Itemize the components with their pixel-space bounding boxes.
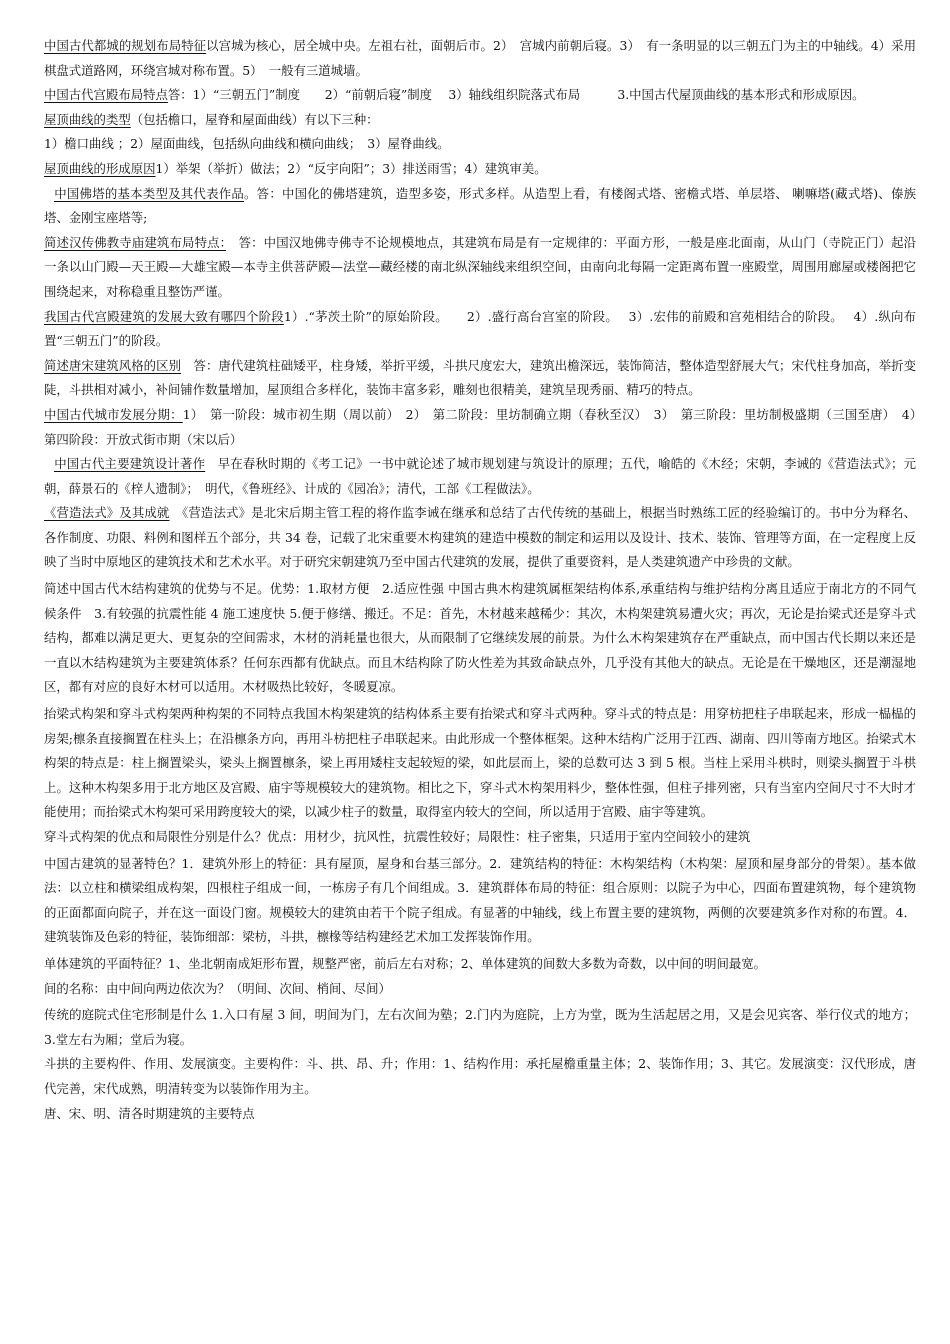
paragraph-body: 。答：中国化的佛塔建筑，造型多姿，形式多样。从造型上看，有楼阁式塔、密檐式塔、单层塔、 喇嘛塔(藏式塔)、傣族塔、金刚宝座塔等; bbox=[44, 185, 917, 226]
paragraph-body: 简述中国古代木结构建筑的优势与不足。优势：1.取材方便 2.适应性强 中国古典木构建筑属框架结构体系,承重结构与维护结构分离且适应于南北方的不同气候条件 3.有较强的抗震性能 4 施工速度快 5.便于修缮、搬迁。不足：首先，木材越来越稀少：其次，木构架建筑易遭火灾；再次，无论是抬梁式还是穿斗式结构，都难以满足更大、更复杂的空间需求，木材的消耗量也很大，从而限制了它继续发展的前景。为什么木构架建筑存在严重缺点，而中国古代长期以来还是一直以木结构建筑为主要建筑体系？任何东西都有优缺点。而且木结构除了防火性差为其致命缺点外，几乎没有其他大的缺点。无论是在干燥地区，还是潮湿地区，都有对应的良好木材可以适用。木材吸热比较好，冬暖夏凉。 bbox=[44, 581, 916, 695]
paragraph-heading: 中国古代城市发展分期： bbox=[44, 406, 183, 422]
paragraph-body: 1）.“茅茨土阶”的原始阶段。 2）.盛行高台宫室的阶段。 3）.宏伟的前殿和宫苑相结合的阶段。 4）.纵向布置“三朝五门”的阶段。 bbox=[44, 308, 917, 349]
paragraph-heading: 中国佛塔的基本类型及其代表作品 bbox=[54, 185, 245, 201]
paragraph bbox=[44, 182, 916, 231]
paragraph bbox=[44, 34, 916, 83]
paragraph-heading: 中国古代都城的规划布局特征 bbox=[44, 38, 207, 53]
paragraph bbox=[44, 157, 916, 182]
paragraph-heading: 屋顶曲线的形成原因 bbox=[44, 160, 156, 176]
paragraph bbox=[44, 1102, 916, 1127]
paragraph-body: 早在春秋时期的《考工记》一书中就论述了城市规划建与筑设计的原理；五代，喻皓的《木经；宋朝，李诫的《营造法式》；元朝，薛景石的《梓人遗制》； 明代，《鲁班经》、计成的《园冶》；清代，工部《工程做法》。 bbox=[44, 456, 916, 496]
paragraph bbox=[44, 1003, 916, 1052]
paragraph bbox=[44, 354, 916, 403]
paragraph bbox=[44, 452, 916, 501]
paragraph-body: 单体建筑的平面特征？1、坐北朝南成矩形布置，规整严密，前后左右对称；2、单体建筑的间数大多数为奇数，以中间的明间最宽。 bbox=[44, 955, 767, 971]
document-page bbox=[44, 34, 929, 1126]
paragraph bbox=[44, 952, 916, 977]
paragraph-heading: 我国古代宫殿建筑的发展大致有哪四个阶段 bbox=[44, 308, 284, 324]
paragraph bbox=[44, 501, 916, 575]
paragraph-heading: 《营造法式》及其成就 bbox=[44, 505, 170, 521]
paragraph-body: 答：中国汉地佛寺佛寺不论规模地点，其建筑布局是有一定规律的：平面方形，一般是座北面南，从山门（寺院正门）起沿一条以山门殿—天王殿—大雄宝殿—本寺主供菩萨殿—法堂—藏经楼的南北纵深轴线来组织空间，由南向北每隔一定距离布置一座殿堂，周围用廊屋或楼阁把它围绕起来，对称稳重且整饬严谨。 bbox=[44, 234, 917, 299]
paragraph-heading: 简述唐宋建筑风格的区别 bbox=[44, 357, 182, 373]
paragraph-body: 穿斗式构架的优点和局限性分别是什么？优点：用材少，抗风性，抗震性较好；局限性：柱子密集，只适用于室内空间较小的建筑 bbox=[44, 829, 751, 844]
paragraph-body: 1）举架（举折）做法；2）“反宇向阳”；3）排送雨雪；4）建筑审美。 bbox=[155, 160, 547, 176]
paragraph-body: 中国古建筑的显著特色？1．建筑外形上的特征：具有屋顶，屋身和台基三部分。2．建筑结构的特征：木构架结构（木构架：屋顶和屋身部分的骨架）。基本做法：以立柱和横梁组成构架，四根柱子组成一间，一栋房子有几个间组成。3．建筑群体布局的特征：组合原则：以院子为中心，四面布置建筑物，每个建筑物的正面都面向院子，并在这一面设门窗。规模较大的建筑由若干个院子组成。有显著的中轴线，线上布置主要的建筑物，两侧的次要建筑多作对称的布置。4．建筑装饰及色彩的特征，装饰细部：梁枋，斗拱，檩椽等结构建经艺术加工发挥装饰作用。 bbox=[44, 855, 916, 945]
paragraph-body: 抬梁式构架和穿斗式构架两种构架的不同特点我国木构架建筑的结构体系主要有抬梁式和穿斗式两种。穿斗式的特点是：用穿枋把柱子串联起来，形成一榀榀的房架;檩条直接搁置在柱头上；在沿檩条方向，再用斗枋把柱子串联起来。由此形成一个整体框架。这种木结构广泛用于江西、湖南、四川等南方地区。抬梁式木构架的特点是：柱上搁置梁头，梁头上搁置檩条，梁上再用矮柱支起较短的梁，如此层而上，梁的总数可达 3 到 5 根。当柱上采用斗栱时，则梁头搁置于斗栱上。这种木构架多用于北方地区及宫殿、庙宇等规模较大的建筑物。相比之下，穿斗式木构架用料少，整体性强，但柱子排列密，只有当室内空间尺寸不大时才能使用；而抬梁式木构架可采用跨度较大的梁，以减少柱子的数量，取得室内较大的空间，所以适用于宫殿、庙宇等建筑。 bbox=[44, 706, 916, 820]
paragraph bbox=[44, 108, 916, 133]
paragraph-body: （包括檐口，屋脊和屋面曲线）有以下三种： bbox=[130, 111, 379, 127]
paragraph-heading: 简述汉传佛教寺庙建筑布局特点： bbox=[44, 234, 227, 250]
paragraph bbox=[44, 83, 916, 108]
paragraph bbox=[44, 825, 916, 850]
paragraph-heading: 中国古代主要建筑设计著作 bbox=[54, 456, 206, 472]
paragraph-body: 传统的庭院式住宅形制是什么 1.入口有屋 3 间，明间为门，左右次间为塾；2.门内为庭院，上方为堂，既为生活起居之用，又是会见宾客、举行仪式的地方；3.堂左右为厢；堂后为寝。 bbox=[44, 1007, 916, 1047]
paragraph-body: 1） 第一阶段：城市初生期（周以前） 2） 第二阶段：里坊制确立期（春秋至汉） 3） 第三阶段：里坊制极盛期（三国至唐） 4） 第四阶段：开放式街市期（宋以后） bbox=[44, 406, 929, 447]
paragraph-body: 以宫城为核心，居全城中央。左祖右社，面朝后市。2） 宫城内前朝后寝。3） 有一条明显的以三朝五门为主的中轴线。4）采用棋盘式道路网，环绕宫城对称布置。5） 一般有三道城墙。 bbox=[44, 38, 917, 78]
paragraph-body: 答：1）“三朝五门”制度 2）“前朝后寝”制度 3）轴线组织院落式布局 3.中国古代屋顶曲线的基本形式和形成原因。 bbox=[167, 87, 865, 103]
paragraph bbox=[44, 403, 929, 452]
paragraph-heading: 中国古代宫殿布局特点 bbox=[44, 87, 168, 103]
paragraph-body: 1）檐口曲线 ；2）屋面曲线，包括纵向曲线和横向曲线； 3）屋脊曲线。 bbox=[44, 136, 450, 152]
paragraph bbox=[44, 1052, 916, 1101]
paragraph-body: 《营造法式》是北宋后期主管工程的将作监李诫在继承和总结了古代传统的基础上，根据当时熟练工匠的经验编订的。书中分为释名、各作制度、功限、料例和图样五个部分，共 34 卷，记载了北宋重要木构建筑的建造中模数的制定和运用以及设计、技术、装饰、管理等方面，在一定程度上反映了当时中原地区的建筑技术和艺术水平。对于研究宋朝建筑乃至中国古代建筑的发展，提供了重要资料，是人类建筑遗产中珍贵的文献。 bbox=[44, 505, 916, 570]
paragraph bbox=[44, 132, 916, 157]
paragraph bbox=[44, 231, 916, 305]
paragraph bbox=[44, 852, 916, 950]
paragraph bbox=[44, 702, 916, 825]
paragraph bbox=[44, 977, 916, 1002]
paragraph bbox=[44, 305, 916, 354]
paragraph-body: 间的名称：由中间向两边依次为？（明间、次间、梢间、尽间） bbox=[44, 980, 391, 996]
paragraph-body: 答：唐代建筑柱础矮平，柱身矮，举折平缓，斗拱尺度宏大，建筑出檐深远，装饰简洁，整体造型舒展大气；宋代柱身加高，举折变陡，斗拱相对减小，补间铺作数量增加，屋顶组合多样化，装饰丰富多彩，雕刻也很精美，建筑呈现秀丽、精巧的特点。 bbox=[44, 357, 917, 398]
paragraph-body: 斗拱的主要构件、作用、发展演变。主要构件：斗、拱、昂、升；作用：1、结构作用：承托屋檐重量主体；2、装饰作用；3、其它。发展演变：汉代形成，唐代完善，宋代成熟，明清转变为以装饰作用为主。 bbox=[44, 1056, 916, 1096]
paragraph-heading: 屋顶曲线的类型 bbox=[44, 111, 131, 127]
paragraph-body: 唐、宋、明、清各时期建筑的主要特点 bbox=[44, 1105, 255, 1121]
paragraph bbox=[44, 577, 916, 700]
